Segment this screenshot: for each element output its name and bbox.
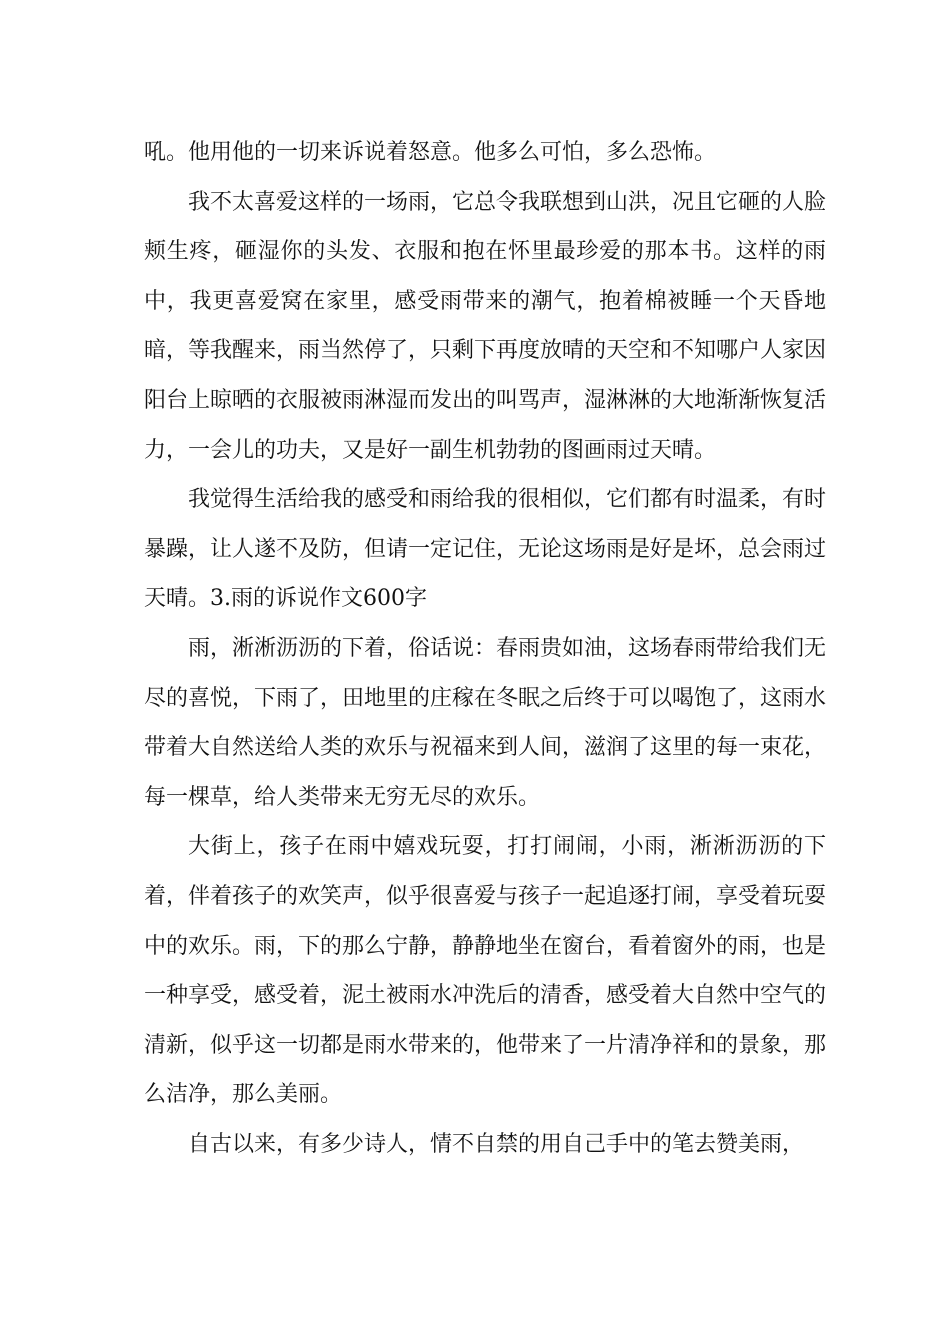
- paragraph-5: 大街上，孩子在雨中嬉戏玩耍，打打闹闹，小雨，淅淅沥沥的下着，伴着孩子的欢笑声，似乎很喜爱与孩子一起追逐打闹，享受着玩耍中的欢乐。雨，下的那么宁静，静静地坐在窗台，看着窗外的雨，也是一种享受，感受着，泥土被雨水冲洗后的清香，感受着大自然中空气的清新，似乎这一切都是雨水带来的，他带来了一片清净祥和的景象，那么洁净，那么美丽。: [144, 834, 827, 1108]
- paragraph-6: 自古以来，有多少诗人，情不自禁的用自己手中的笔去赞美雨，: [188, 1131, 805, 1157]
- paragraph-3: 我觉得生活给我的感受和雨给我的很相似，它们都有时温柔，有时暴躁，让人遂不及防，但请一定记住，无论这场雨是好是坏，总会雨过天晴。3.雨的诉说作文600字: [144, 487, 827, 612]
- paragraph-1: 吼。他用他的一切来诉说着怒意。他多么可怕，多么恐怖。: [144, 140, 717, 165]
- paragraph-2: 我不太喜爱这样的一场雨，它总令我联想到山洪，况且它砸的人脸颊生疼，砸湿你的头发、衣服和抱在怀里最珍爱的那本书。这样的雨中，我更喜爱窝在家里，感受雨带来的潮气，抱着棉被睡一个天昏地暗，等我醒来，雨当然停了，只剩下再度放晴的天空和不知哪户人家因阳台上晾晒的衣服被雨淋湿而发出的叫骂声，湿淋淋的大地渐渐恢复活力，一会儿的功夫，又是好一副生机勃勃的图画雨过天晴。: [144, 189, 827, 463]
- paragraph-4: 雨，淅淅沥沥的下着，俗话说：春雨贵如油，这场春雨带给我们无尽的喜悦，下雨了，田地里的庄稼在冬眠之后终于可以喝饱了，这雨水带着大自然送给人类的欢乐与祝福来到人间，滋润了这里的每一束花，每一棵草，给人类带来无穷无尽的欢乐。: [144, 635, 827, 810]
- body-text: [144, 128, 826, 1169]
